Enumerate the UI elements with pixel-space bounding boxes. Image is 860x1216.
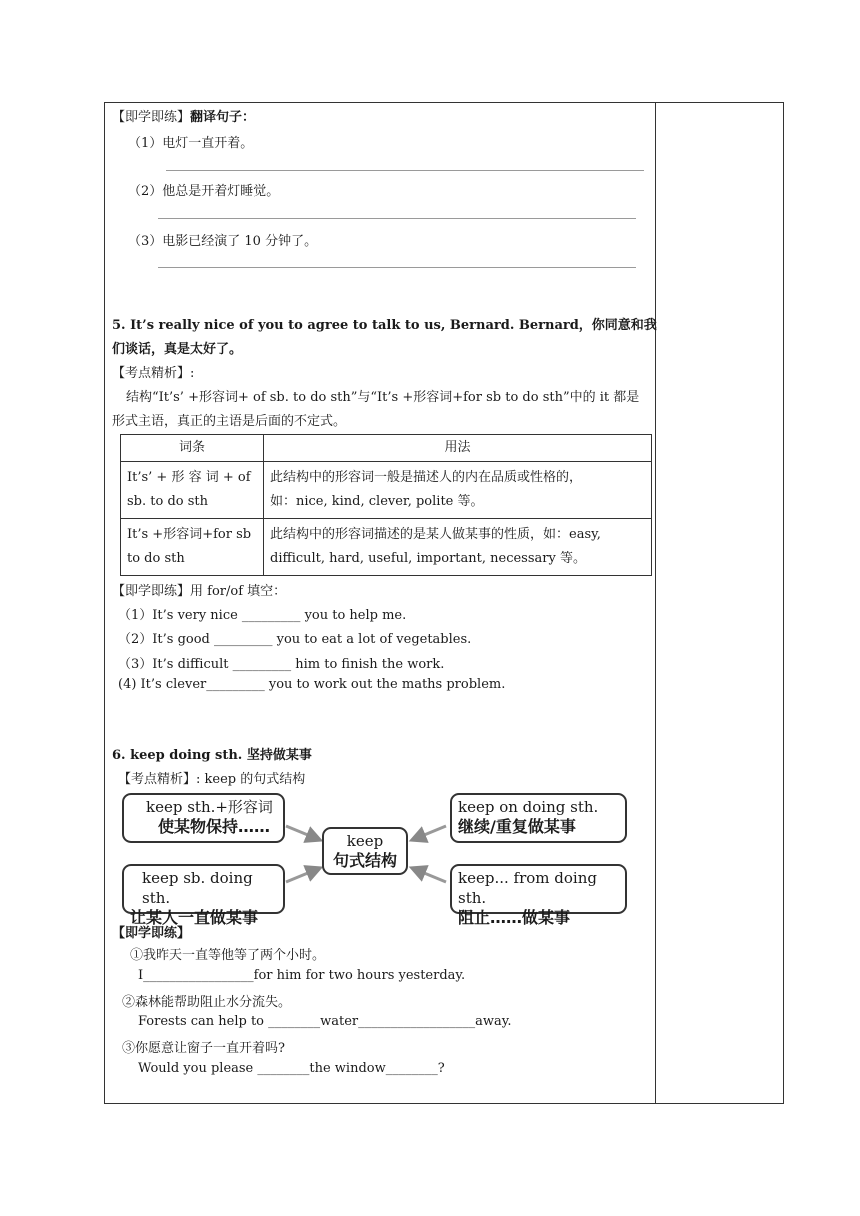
box-en: keep... from doing sth. [458, 869, 597, 907]
usage-line: difficult, hard, useful, important, necessary 等。 [270, 551, 586, 566]
sec4-item-3: （3）电影已经演了 10 分钟了。 [128, 234, 318, 249]
usage-line: 此结构中的形容词一般是描述人的内在品质或性格的， [270, 470, 583, 485]
box-zh: 继续/重复做某事 [458, 817, 576, 836]
box-keep-on-doing [450, 793, 627, 843]
box-en: keep on doing sth. [458, 798, 599, 816]
sec6-q3-en: Would you please ________the window________? [138, 1061, 445, 1076]
usage-line: 此结构中的形容词描述的是某人做某事的性质，如：easy, [270, 527, 601, 542]
sec5-practice-item-2: （2）It’s good _________ you to eat a lot of vegetables. [118, 632, 472, 647]
table-cell-term [121, 462, 264, 519]
answer-line-3[interactable] [158, 267, 636, 268]
box-en: keep [346, 832, 384, 850]
usage-table [120, 434, 652, 576]
sec5-explain-line1: 结构“It’s’ +形容词+ of sb. to do sth”与“It’s +形容词+for sb to do sth”中的 it 都是 [126, 390, 640, 405]
table-cell-usage [264, 519, 652, 576]
term-line: sb. to do sth [127, 494, 208, 509]
box-keep-sth-adj [122, 793, 285, 843]
sec5-practice-heading: 【即学即练】用 for/of 填空： [112, 584, 287, 599]
sec5-practice-item-3: （3）It’s difficult _________ him to finish the work. [118, 657, 445, 672]
arrow-top-left [286, 826, 320, 840]
usage-line: 如：nice, kind, clever, polite 等。 [270, 494, 484, 509]
sec5-practice-item-1: （1）It’s very nice _________ you to help me. [118, 608, 407, 623]
arrow-top-right [412, 826, 446, 840]
analysis-bracket-label: 【考点精析】 [118, 772, 197, 787]
sec6-q1-en: I_________________for him for two hours yesterday. [138, 968, 466, 983]
table-cell-usage [264, 462, 652, 519]
arrow-bottom-left [286, 868, 320, 882]
table-header-usage: 用法 [264, 435, 652, 462]
answer-line-2[interactable] [158, 218, 636, 219]
sec5-title-line2: 们谈话，真是太好了。 [112, 342, 243, 357]
answer-line-1[interactable] [166, 170, 644, 171]
term-line: It’s’ + 形 容 词 + of [127, 470, 251, 485]
sec5-title-line1: 5. It’s really nice of you to agree to talk to us, Bernard. Bernard，你同意和我 [112, 318, 657, 333]
box-zh: 句式结构 [332, 851, 397, 870]
sec6-practice-heading: 【即学即练】 [112, 926, 191, 941]
table-header-row [121, 435, 652, 462]
sec6-title: 6. keep doing sth. 坚持做某事 [112, 748, 312, 763]
box-zh: 阻止……做某事 [458, 908, 571, 927]
box-zh: 让某人一直做某事 [130, 908, 259, 927]
box-en: keep sth.+形容词 [146, 798, 273, 816]
practice-bold-label: 翻译句子： [190, 110, 256, 125]
sec6-q2-cn: ②森林能帮助阻止水分流失。 [122, 995, 292, 1010]
sec6-q1-cn: ①我昨天一直等他等了两个小时。 [130, 948, 326, 963]
sec4-item-1: （1）电灯一直开着。 [128, 136, 254, 151]
sec5-practice-item-4: (4) It’s clever_________ you to work out the maths problem. [118, 677, 506, 692]
box-keep-center [322, 827, 408, 875]
term-line: to do sth [127, 551, 185, 566]
sec4-item-2: （2）他总是开着灯睡觉。 [128, 184, 280, 199]
box-keep-sb-doing [122, 864, 285, 927]
analysis-text: : keep 的句式结构 [196, 772, 306, 787]
table-cell-term [121, 519, 264, 576]
term-line: It’s +形容词+for sb [127, 527, 252, 542]
box-en: keep sb. doing sth. [142, 869, 253, 907]
sec6-analysis [118, 768, 305, 787]
table-row [121, 462, 652, 519]
arrow-bottom-right [412, 868, 446, 882]
sec4-practice-heading [112, 106, 255, 125]
sec6-q2-en: Forests can help to ________water__________________away. [138, 1014, 512, 1029]
sec5-explain-line2: 形式主语，真正的主语是后面的不定式。 [112, 414, 347, 429]
practice-bracket-label: 【即学即练】 [112, 110, 191, 125]
sec5-analysis-label: 【考点精析】: [112, 366, 195, 381]
box-zh: 使某物保持…… [158, 817, 271, 836]
column-divider [655, 102, 656, 1104]
box-keep-from-doing [450, 864, 627, 927]
table-header-term: 词条 [121, 435, 264, 462]
sec6-q3-cn: ③你愿意让窗子一直开着吗? [122, 1041, 285, 1056]
table-row [121, 519, 652, 576]
